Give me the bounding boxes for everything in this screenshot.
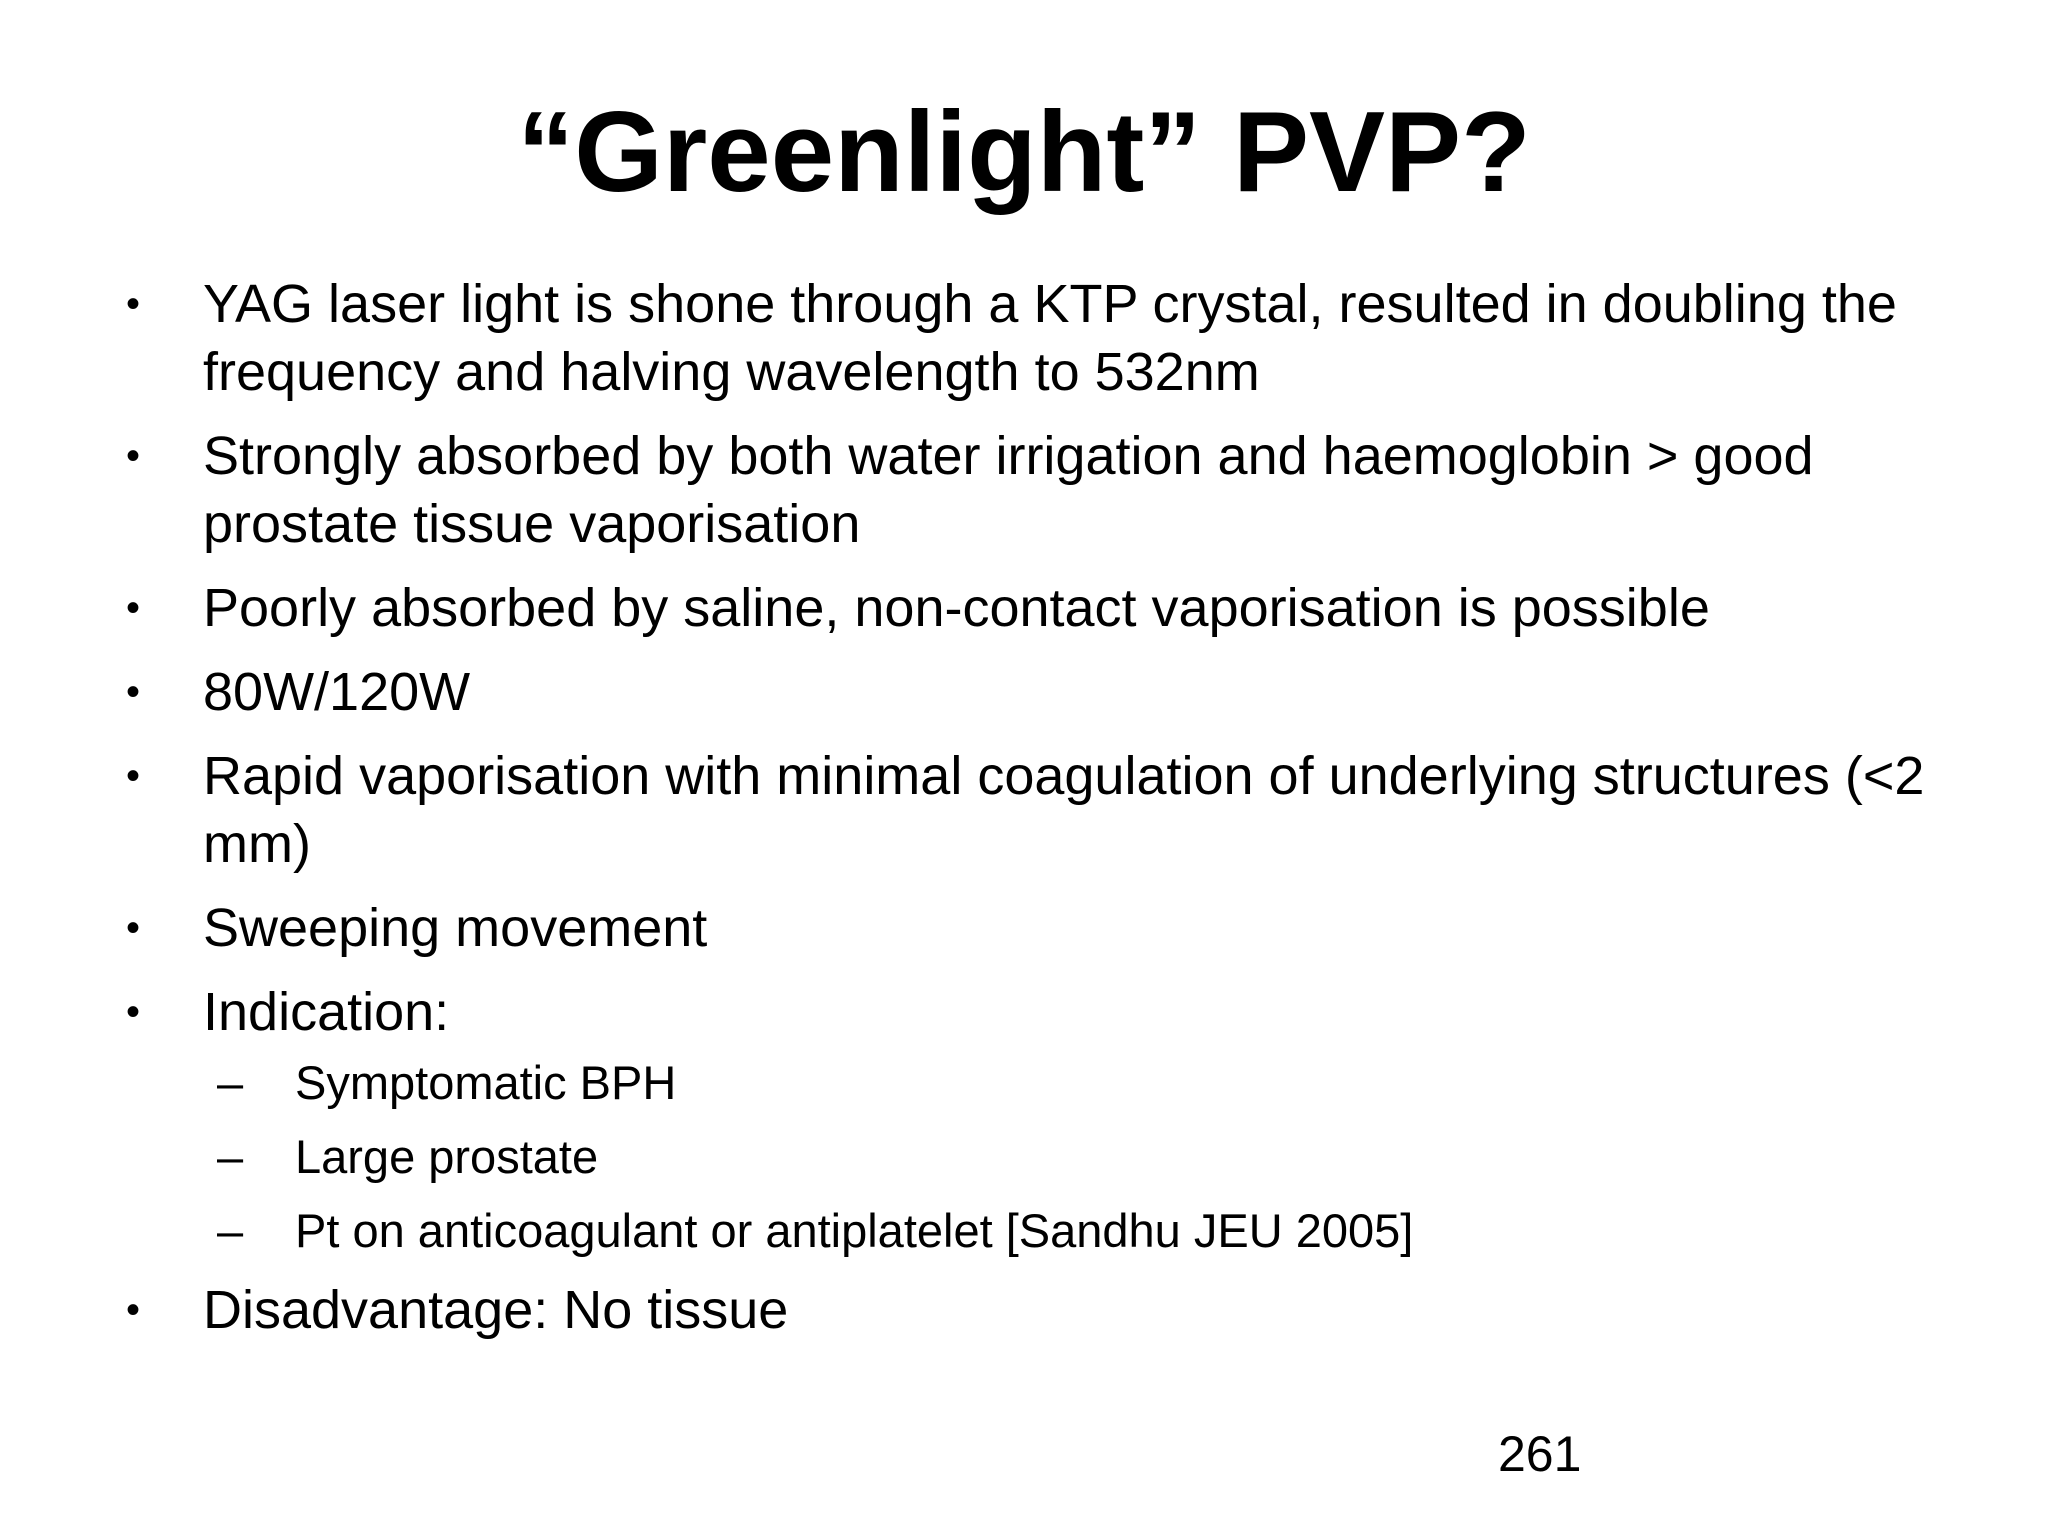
bullet-item — [126, 574, 1966, 642]
sub-bullet-text: Symptomatic BPH — [295, 1056, 677, 1109]
slide-title: “Greenlight” PVP? — [517, 89, 1531, 216]
bullet-icon: • — [126, 990, 141, 1034]
bullet-text: Strongly absorbed by both water irrigation and haemoglobin > good prostate tissue vaporisation — [203, 426, 1814, 554]
bullet-item — [126, 742, 1966, 878]
bullet-item — [126, 1276, 1966, 1344]
bullet-item-indication — [126, 978, 1966, 1260]
sub-bullet-item — [217, 1054, 1966, 1112]
dash-icon: – — [217, 1130, 244, 1183]
sub-bullet-text: Large prostate — [295, 1130, 599, 1183]
sub-bullet-item — [217, 1128, 1966, 1186]
bullet-list — [126, 270, 1966, 1360]
page-number: 261 — [1498, 1426, 1582, 1482]
bullet-item — [126, 270, 1966, 406]
indication-sub-list — [217, 1054, 1966, 1260]
bullet-icon: • — [126, 282, 141, 326]
bullet-item — [126, 658, 1966, 726]
bullet-text: Poorly absorbed by saline, non-contact vaporisation is possible — [203, 578, 1710, 638]
dash-icon: – — [217, 1056, 244, 1109]
dash-icon: – — [217, 1204, 244, 1257]
bullet-icon: • — [126, 434, 141, 478]
bullet-item — [126, 422, 1966, 558]
bullet-icon: • — [126, 670, 141, 714]
bullet-icon: • — [126, 1288, 141, 1332]
bullet-text: Sweeping movement — [203, 898, 708, 958]
bullet-item — [126, 894, 1966, 962]
bullet-icon: • — [126, 754, 141, 798]
bullet-text: Disadvantage: No tissue — [203, 1280, 789, 1340]
bullet-text: 80W/120W — [203, 662, 471, 722]
bullet-text: Indication: — [203, 982, 450, 1042]
bullet-text: YAG laser light is shone through a KTP crystal, resulted in doubling the frequency and halving wavelength to 532nm — [203, 274, 1897, 402]
bullet-icon: • — [126, 586, 141, 630]
bullet-text: Rapid vaporisation with minimal coagulation of underlying structures (<2 mm) — [203, 746, 1925, 874]
bullet-icon: • — [126, 906, 141, 950]
sub-bullet-text: Pt on anticoagulant or antiplatelet [Sandhu JEU 2005] — [295, 1204, 1414, 1257]
sub-bullet-item — [217, 1202, 1966, 1260]
